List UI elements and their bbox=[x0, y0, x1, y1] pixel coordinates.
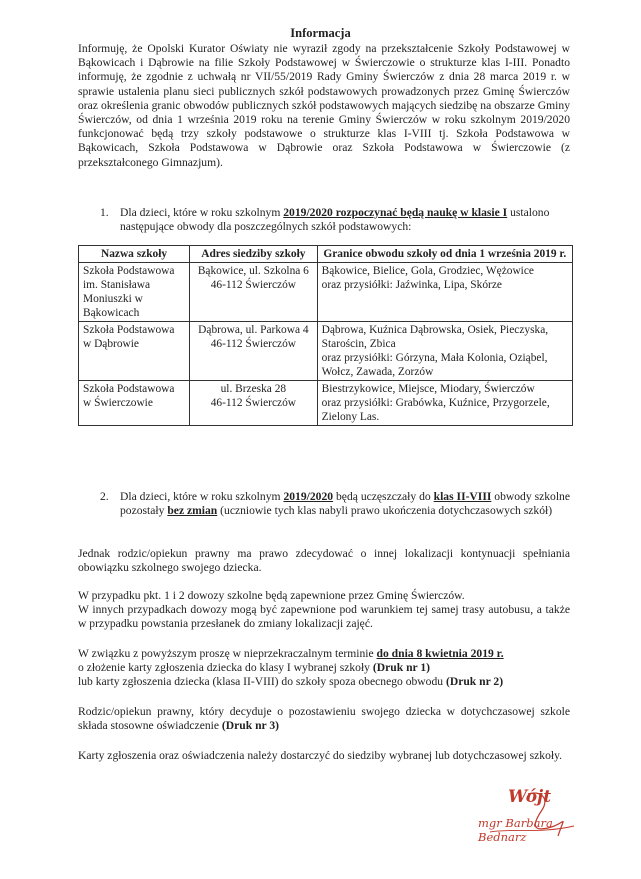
column-header: Nazwa szkoły bbox=[79, 246, 190, 263]
emphasis-classes: klas II-VIII bbox=[433, 490, 492, 503]
table-row bbox=[79, 322, 573, 381]
paragraph-declaration: Rodzic/opiekun prawny, który decyduje o pozostawieniu swojego dziecka w dotychczasowej szkole składa stosowne oświadczenie (Druk nr 3) bbox=[78, 705, 570, 733]
table-row bbox=[79, 381, 573, 426]
list-number: 2. bbox=[100, 490, 109, 503]
school-name-cell: Szkoła Podstawowa im. Stanisława Moniuszki w Bąkowicach bbox=[79, 263, 190, 322]
school-address-cell: Bąkowice, ul. Szkolna 6 46-112 Świerczów bbox=[190, 263, 318, 322]
emphasis-no-change: bez zmian bbox=[167, 504, 218, 518]
district-bounds-cell: Dąbrowa, Kuźnica Dąbrowska, Osiek, Pieczyska, Starościn, Zbica oraz przysiółki: Górzyna, Mała Kolonia, Oziąbel, Wołcz, Zawada, Zorzów bbox=[317, 322, 572, 381]
paragraph-parent-right: Jednak rodzic/opiekun prawny ma prawo zdecydować o innej lokalizacji kontynuacji spełniania obowiązku szkolnego swojego dziecka. bbox=[78, 547, 570, 575]
form-ref-2: (Druk nr 2) bbox=[445, 675, 504, 689]
emphasis-school-year: 2019/2020 bbox=[283, 490, 334, 503]
deadline-date: do dnia 8 kwietnia 2019 r. bbox=[376, 647, 504, 660]
paragraph-deadline: W związku z powyższym proszę w nieprzekraczalnym terminie do dnia 8 kwietnia 2019 r. o złożenie karty zgłoszenia dziecka do klasy I wybranej szkoły (Druk nr 1) lub karty zgłoszenia dziecka (klasa II-VIII) do szkoły spoza obecnego obwodu (Druk nr 2) bbox=[78, 647, 504, 689]
school-address-cell: ul. Brzeska 28 46-112 Świerczów bbox=[190, 381, 318, 426]
document-title: Informacja bbox=[290, 26, 351, 40]
stamp-role: Wójt bbox=[508, 787, 552, 807]
school-name-cell: Szkoła Podstawowa w Dąbrowie bbox=[79, 322, 190, 381]
list-number: 1. bbox=[100, 206, 109, 219]
column-header: Adres siedziby szkoły bbox=[190, 246, 318, 263]
paragraph-delivery: Karty zgłoszenia oraz oświadczenia należy dostarczyć do siedziby wybranej lub dotychczasowej szkoły. bbox=[78, 749, 563, 762]
school-districts-table bbox=[78, 245, 573, 426]
table-row bbox=[79, 263, 573, 322]
district-bounds-cell: Bąkowice, Bielice, Gola, Grodziec, Wężowice oraz przysiółki: Jaźwinka, Lipa, Skórze bbox=[317, 263, 572, 322]
form-ref-3: (Druk nr 3) bbox=[221, 719, 280, 733]
form-ref-1: (Druk nr 1) bbox=[372, 661, 431, 675]
signature-stamp bbox=[470, 787, 580, 845]
school-name-cell: Szkoła Podstawowa w Świerczowie bbox=[79, 381, 190, 426]
intro-paragraph: Informuję, że Opolski Kurator Oświaty nie wyraził zgody na przekształcenie Szkoły Podstawowej w Bąkowicach i Dąbrowie na filie Szkoły Podstawowej w Świerczowie o strukturze klas I-III. Ponadto informuję, że zgodnie z uchwałą nr VII/55/2019 Rady Gminy Świerczów z dnia 28 marca 2019 r. w sprawie ustalenia planu sieci publicznych szkół podstawowych prowadzonych przez Gminę Świerczów oraz określenia granic obwodów publicznych szkół podstawowych mających siedzibę na obszarze Gminy Świerczów, od dnia 1 września 2019 roku na terenie Gminy Świerczów w roku szkolnym 2019/2020 funkcjonować będą trzy szkoły podstawowe o strukturze klas I-VIII tj. Szkoła Podstawowa w Bąkowicach, Szkoła Podstawowa w Dąbrowie oraz Szkoła Podstawowa w Świerczowie (z przekształconego Gimnazjum). bbox=[78, 42, 570, 169]
list-item-text: Dla dzieci, które w roku szkolnym 2019/2020 będą uczęszczały do klas II-VIII obwody szkolne pozostały bez zmian (uczniowie tych klas nabyli prawo ukończenia dotychczasowych szkół) bbox=[120, 490, 571, 518]
paragraph-transport: W przypadku pkt. 1 i 2 dowozy szkolne będą zapewnione przez Gminę Świerczów. W innych przypadkach dowozy mogą być zapewnione pod warunkiem tej samej trasy autobusu, a także w przypadku powstania przesłanek do zmiany lokalizacji zajęć. bbox=[78, 589, 570, 631]
column-header: Granice obwodu szkoły od dnia 1 września 2019 r. bbox=[317, 246, 572, 263]
school-address-cell: Dąbrowa, ul. Parkowa 4 46-112 Świerczów bbox=[190, 322, 318, 381]
stamp-name: mgr Barbara Bednarz bbox=[478, 816, 553, 845]
table-header-row bbox=[79, 246, 573, 263]
emphasis-class-one: 2019/2020 rozpoczynać będą naukę w klasie I bbox=[283, 206, 508, 219]
list-item-text: Dla dzieci, które w roku szkolnym 2019/2020 rozpoczynać będą naukę w klasie I ustalono następujące obwody dla poszczególnych szkół podstawowych: bbox=[120, 206, 550, 234]
district-bounds-cell: Biestrzykowice, Miejsce, Miodary, Świerczów oraz przysiółki: Grabówka, Kuźnice, Przygorzele, Zielony Las. bbox=[317, 381, 572, 426]
